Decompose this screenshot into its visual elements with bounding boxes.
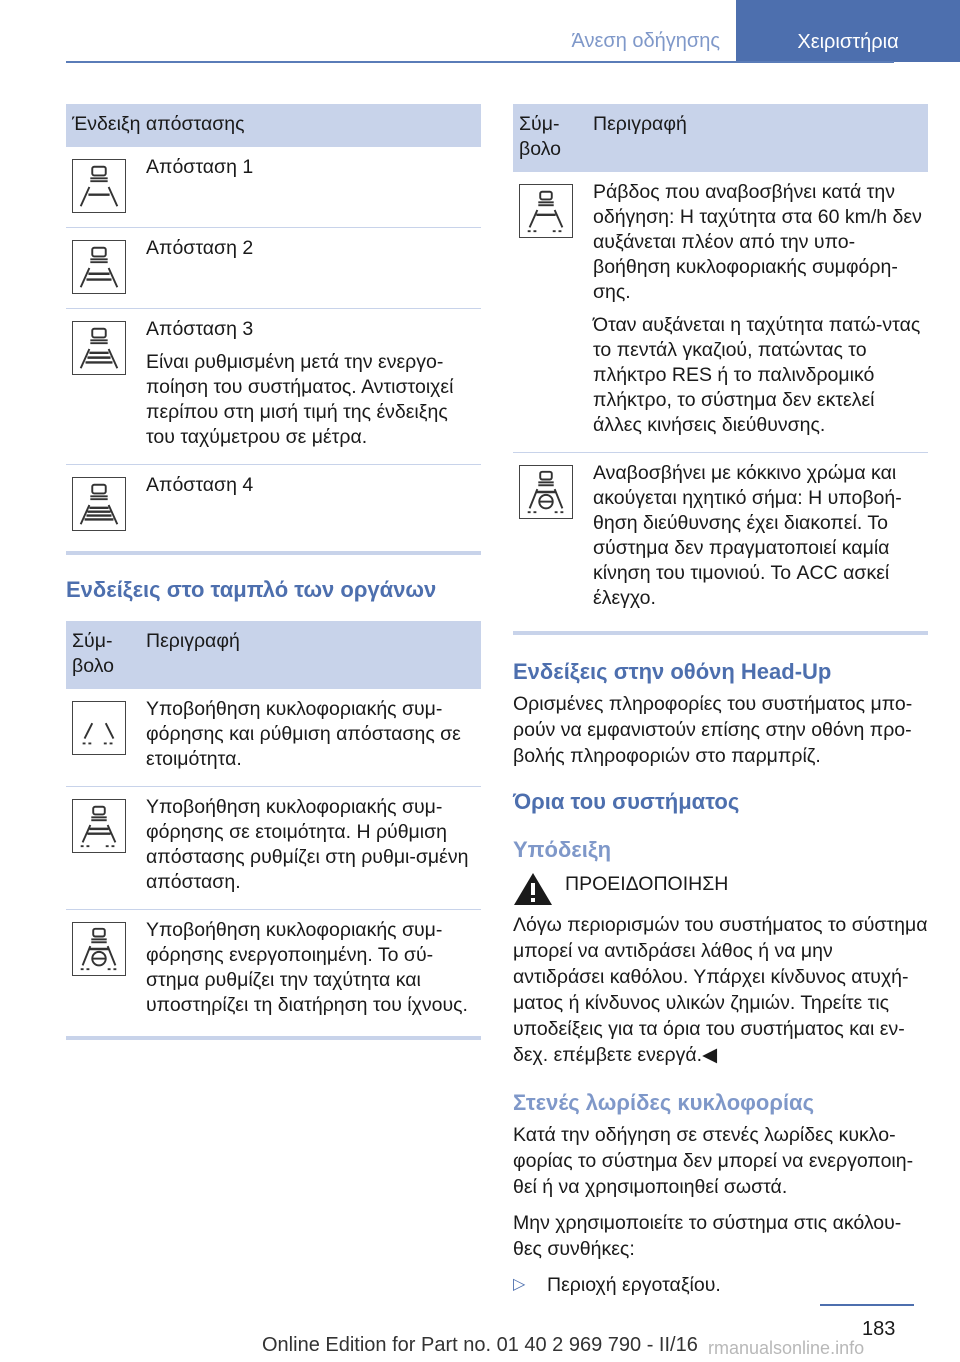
warning-block (513, 871, 928, 912)
footer-rule (820, 1304, 914, 1306)
instrument-cluster-table (66, 621, 481, 1032)
table-row (66, 465, 481, 546)
watermark: rmanualsonline.info (708, 1338, 865, 1358)
row-text: Είναι ρυθμισμένη μετά την ενεργο-ποίηση του συστήματος. Αντιστοιχεί περίπου στη μισή τιμή της ένδειξης του ταχύμετρου σε μέτρα. (146, 351, 454, 448)
left-column (66, 104, 481, 1040)
head-up-heading: Ενδείξεις στην οθόνη Head-Up (513, 659, 832, 684)
table-row (66, 309, 481, 465)
table-end-rule (66, 551, 481, 555)
right-column (513, 104, 928, 1298)
edition-line: Online Edition for Part no. 01 40 2 969 790 - II/16 (262, 1334, 698, 1356)
system-limits-heading: Όρια του συστήματος (513, 789, 740, 814)
row-text: Υποβοήθηση κυκλοφοριακής συμ-φόρησης σε ετοιμότητα. Η ρύθμιση απόστασης ρυθμίζει στη ρυθμι-σμένη απόσταση. (146, 796, 469, 893)
conditions-intro: Μην χρησιμοποιείτε το σύστημα στις ακόλου-θες συνθήκες: (513, 1212, 902, 1260)
table-row (66, 910, 481, 1033)
distance-2-icon (72, 240, 126, 294)
header-rule (66, 61, 894, 63)
table-row (513, 453, 928, 626)
section-title: Άνεση οδήγησης (571, 30, 720, 52)
narrow-lanes-subheading: Στενές λωρίδες κυκλοφορίας (513, 1090, 815, 1115)
flashing-bar-icon (519, 184, 573, 238)
table-end-rule (66, 1036, 481, 1040)
head-up-text: Ορισμένες πληροφορίες του συστήματος μπο-ρούν να εμφανιστούν επίσης στην οθόνη προ-βολής πληροφοριών στο παρμπρίζ. (513, 693, 913, 767)
distance-table-header: Ένδειξη απόστασης (66, 104, 481, 147)
row-text: Απόσταση 1 (146, 156, 254, 178)
row-text: Υποβοήθηση κυκλοφοριακής συμ-φόρησης ενεργοποιημένη. Το σύ-στημα ρυθμίζει την ταχύτητα και υποστηρίζει τη διατήρηση του ίχνους. (146, 919, 468, 1016)
symbol-col-header: Σύμ-βολο (66, 621, 140, 689)
note-subheading: Υπόδειξη (513, 837, 612, 862)
bullet-text: Περιοχή εργοταξίου. (547, 1274, 721, 1296)
table-row (66, 147, 481, 228)
warning-icon (513, 871, 553, 912)
row-text: Απόσταση 2 (146, 237, 254, 259)
chapter-title: Χειριστήρια (797, 30, 899, 53)
symbol-col-header: Σύμ-βολο (513, 104, 587, 172)
warning-title: ΠΡΟΕΙΔΟΠΟΙΗΣΗ (565, 873, 729, 895)
lane-ready-icon (72, 701, 126, 755)
distance-4-icon (72, 477, 126, 531)
table-row (66, 228, 481, 309)
row-text: Όταν αυξάνεται η ταχύτητα πατώ-ντας το πεντάλ γκαζιού, πατώντας το πλήκτρο RES ή το παλινδρομικό πλήκτρο, το σύστημα δεν εκτελεί άλλες κινήσεις διεύθυνσης. (593, 314, 921, 436)
steering-interrupted-icon (519, 465, 573, 519)
table-row (513, 172, 928, 453)
row-text: Αναβοσβήνει με κόκκινο χρώμα και ακούγεται ηχητικό σήμα: Η υποβοή-θηση διεύθυνσης έχει διακοπεί. Το σύστημα δεν πραγματοποιεί καμία κίνηση του τιμονιού. Το ACC ασκεί έλεγχο. (593, 462, 902, 609)
narrow-lanes-text: Κατά την οδήγηση σε στενές λωρίδες κυκλο-φορίας το σύστημα δεν μπορεί να ενεργοποιη-θεί ή να χρησιμοποιηθεί σωστά. (513, 1124, 914, 1198)
table-row (66, 787, 481, 910)
row-text: Ράβδος που αναβοσβήνει κατά την οδήγηση: Η ταχύτητα στα 60 km/h δεν αυξάνεται πλέον από την υπο-βοήθηση κυκλοφοριακής συμφόρη-σης. (593, 181, 922, 303)
table-row (66, 689, 481, 787)
row-text: Απόσταση 3 (146, 318, 254, 340)
page-header (0, 0, 960, 62)
table-end-rule (513, 631, 928, 635)
flashing-indicators-table (513, 104, 928, 625)
description-col-header: Περιγραφή (140, 621, 481, 689)
steering-assist-active-icon (72, 922, 126, 976)
row-text: Απόσταση 4 (146, 474, 254, 496)
list-item (513, 1272, 928, 1298)
distance-3-icon (72, 321, 126, 375)
page-number: 183 (862, 1318, 896, 1340)
car-lane-ready-icon (72, 799, 126, 853)
chapter-tab (736, 0, 960, 62)
row-text: Υποβοήθηση κυκλοφοριακής συμ-φόρησης και ρύθμιση απόστασης σε ετοιμότητα. (146, 698, 461, 770)
distance-1-icon (72, 159, 126, 213)
bullet-triangle-icon: ▷ (513, 1276, 526, 1293)
warning-text: Λόγω περιορισμών του συστήματος το σύστημα μπορεί να αντιδράσει λάθος ή να μην αντιδράσει καθόλου. Υπάρχει κίνδυνος ατυχή-ματος ή κίνδυνος υλικών ζημιών. Τηρείτε τις υποδείξεις για τα όρια του συστήματος και εν-δεχ. επέμβετε ενεργά.◀ (513, 914, 928, 1066)
description-col-header: Περιγραφή (587, 104, 928, 172)
distance-table (66, 104, 481, 545)
instrument-cluster-heading: Ενδείξεις στο ταμπλό των οργάνων (66, 577, 437, 602)
